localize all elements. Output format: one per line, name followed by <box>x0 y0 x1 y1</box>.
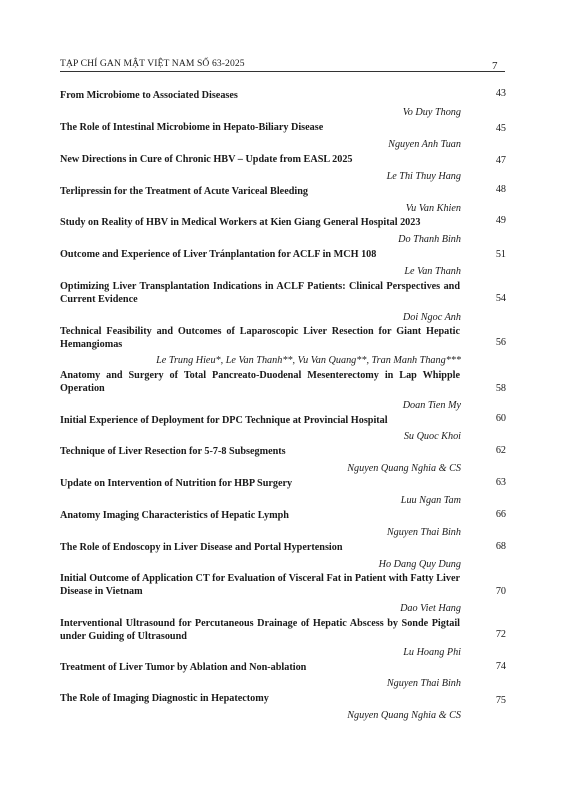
entry-author: Dao Viet Hang <box>400 603 461 614</box>
entry-page: 75 <box>495 695 506 706</box>
entry-author: Nguyen Quang Nghia & CS <box>347 710 461 721</box>
entry-page: 63 <box>495 477 506 488</box>
entry-page: 54 <box>495 293 506 304</box>
entry-page: 60 <box>495 413 506 424</box>
entry-page: 45 <box>495 123 506 134</box>
journal-header: TẠP CHÍ GAN MẬT VIỆT NAM SỐ 63-2025 <box>60 58 505 72</box>
entry-title: The Role of Imaging Diagnostic in Hepatectomy <box>60 693 269 704</box>
entry-author: Nguyen Thai Binh <box>386 678 461 689</box>
entry-author: Su Quoc Khoi <box>403 431 461 442</box>
entry-title: The Role of Intestinal Microbiome in Hepato-Biliary Disease <box>60 122 324 133</box>
entry-title: The Role of Endoscopy in Liver Disease and Portal Hypertension <box>60 542 343 553</box>
entry-author: Nguyen Thai Binh <box>386 527 461 538</box>
entry-page: 70 <box>495 586 506 597</box>
entry-page: 68 <box>495 541 506 552</box>
entry-title: From Microbiome to Associated Diseases <box>60 90 238 101</box>
entry-page: 43 <box>495 88 506 99</box>
entry-author: Le Van Thanh <box>404 266 461 277</box>
entry-author: Vu Van Khien <box>405 203 461 214</box>
entry-author: Doi Ngoc Anh <box>402 312 461 323</box>
entry-author: Ho Dang Quy Dung <box>378 559 461 570</box>
entry-title: Anatomy and Surgery of Total Pancreato-Duodenal Mesenterectomy in Lap Whipple Operation <box>60 370 460 395</box>
entry-author: Le Trung Hieu*, Le Van Thanh**, Vu Van Quang**, Tran Manh Thang*** <box>156 355 461 366</box>
entry-title: Initial Experience of Deployment for DPC Technique at Provincial Hospital <box>60 415 388 426</box>
entry-author: Nguyen Anh Tuan <box>388 139 461 150</box>
entry-page: 72 <box>495 629 506 640</box>
entry-title: Update on Intervention of Nutrition for HBP Surgery <box>60 478 293 489</box>
entry-author: Le Thi Thuy Hang <box>386 171 461 182</box>
entry-author: Lu Hoang Phi <box>403 647 461 658</box>
entry-author: Nguyen Quang Nghia & CS <box>347 463 461 474</box>
page-number: 7 <box>492 60 498 72</box>
entry-author: Vo Duy Thong <box>402 107 461 118</box>
entry-title: Technique of Liver Resection for 5-7-8 Subsegments <box>60 446 286 457</box>
entry-title: Terlipressin for the Treatment of Acute Variceal Bleeding <box>60 186 308 197</box>
entry-title: Anatomy Imaging Characteristics of Hepatic Lymph <box>60 510 289 521</box>
entry-page: 47 <box>495 155 506 166</box>
entry-title: Study on Reality of HBV in Medical Workers at Kien Giang General Hospital 2023 <box>60 217 421 228</box>
entry-page: 48 <box>495 184 506 195</box>
entry-title: Treatment of Liver Tumor by Ablation and Non-ablation <box>60 662 307 673</box>
entry-page: 51 <box>495 249 506 260</box>
entry-page: 62 <box>495 445 506 456</box>
entry-page: 49 <box>495 215 506 226</box>
entry-title: Initial Outcome of Application CT for Evaluation of Visceral Fat in Patient with Fatty Liver Disease in Vietnam <box>60 573 460 598</box>
entry-page: 66 <box>495 509 506 520</box>
entry-title: Optimizing Liver Transplantation Indications in ACLF Patients: Clinical Perspectives and Current Evidence <box>60 281 460 306</box>
entry-author: Do Thanh Binh <box>398 234 461 245</box>
entry-title: Technical Feasibility and Outcomes of Laparoscopic Liver Resection for Giant Hepatic Hemangiomas <box>60 326 460 351</box>
entry-author: Luu Ngan Tam <box>400 495 461 506</box>
entry-page: 74 <box>495 661 506 672</box>
entry-page: 56 <box>495 337 506 348</box>
entry-title: Outcome and Experience of Liver Tránplantation for ACLF in MCH 108 <box>60 249 377 260</box>
entry-page: 58 <box>495 383 506 394</box>
entry-author: Doan Tien My <box>402 400 461 411</box>
entry-title: New Directions in Cure of Chronic HBV – Update from EASL 2025 <box>60 154 353 165</box>
entry-title: Interventional Ultrasound for Percutaneous Drainage of Hepatic Abscess by Sonde Pigtail under Guiding of Ultrasound <box>60 618 460 643</box>
